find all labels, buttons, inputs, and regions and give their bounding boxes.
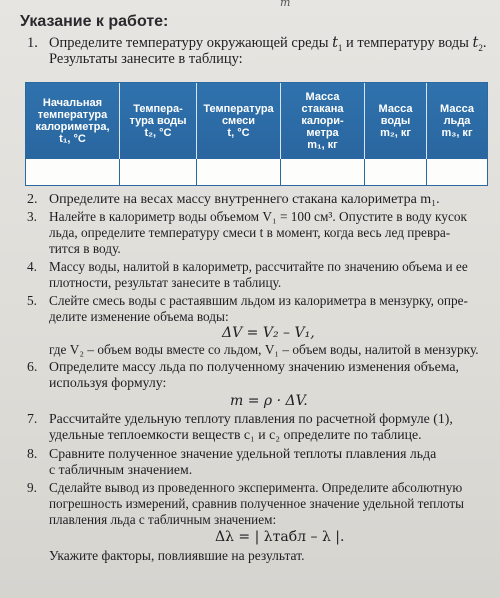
step-9-line-2: погрешность измерений, сравнив полученное значение удельной теплоты <box>49 496 464 511</box>
step-8-line-2: с табличным значением. <box>49 462 193 477</box>
step-1-line-1: 1. Определите температуру окружающей среды $t_1$ и температуру воды $t_2$. <box>27 35 487 53</box>
step-8: 8. Сравните полученное значение удельной теплоты плавления льда <box>27 446 437 461</box>
step-3: 3. Налейте в калориметр воды объемом V₁ = 100 см³. Опустите в воду кусок <box>27 209 467 224</box>
step-1-line-2: Результаты занесите в таблицу: <box>49 51 243 67</box>
table-cell[interactable] <box>281 159 365 186</box>
step-9-final: Укажите факторы, повлиявшие на результат. <box>49 548 305 563</box>
table-header-cell: Масса стакана калори- метра m₁, кг <box>281 83 365 159</box>
step-3-line-3: тится в воду. <box>49 241 121 256</box>
formula-delta-lambda: Δλ = | λтабл – λ |. <box>215 529 345 545</box>
step-4: 4. Массу воды, налитой в калориметр, рассчитайте по значению объема и ее <box>27 259 468 274</box>
step-5-line-2: делите изменение объема воды: <box>49 309 229 324</box>
step-6: 6. Определите массу льда по полученному значению изменения объема, <box>27 359 459 374</box>
step-9-line-3: плавления льда с табличным значением: <box>49 512 277 527</box>
table-header-cell: Температура смеси t, °С <box>197 83 281 159</box>
table-header <box>26 83 487 159</box>
table-row <box>26 159 487 186</box>
table-cell[interactable] <box>427 159 487 186</box>
step-7: 7. Рассчитайте удельную теплоту плавления по расчетной формуле (1), <box>27 411 453 426</box>
table-header-cell: Начальная температура калориметра, t₁, °С <box>26 83 120 159</box>
step-9: 9. Сделайте вывод из проведенного эксперимента. Определите абсолютную <box>27 480 463 495</box>
step-2: 2. Определите на весах массу внутреннего стакана калориметра m₁. <box>27 192 440 207</box>
step-4-line-2: плотности, результат занесите в таблицу. <box>49 275 282 290</box>
step-7-line-2: удельные теплоемкости веществ c₁ и c₂ определите по таблице. <box>49 427 422 442</box>
step-5: 5. Слейте смесь воды с растаявшим льдом из калориметра в мензурку, опре- <box>27 293 468 308</box>
cutoff-text: m <box>280 0 291 9</box>
formula-delta-v: ΔV = V₂ – V₁, <box>222 325 315 341</box>
table-cell[interactable] <box>365 159 427 186</box>
step-6-line-2: используя формулу: <box>49 375 167 390</box>
table-cell[interactable] <box>197 159 281 186</box>
results-table <box>25 82 488 186</box>
step-3-line-2: льда, определите температуру смеси t в момент, когда весь лед превра- <box>49 225 451 240</box>
table-header-cell: Масса воды m₂, кг <box>365 83 427 159</box>
step-5-note: где V₂ – объем воды вместе со льдом, V₁ – объем воды, налитой в мензурку. <box>49 342 479 357</box>
page-heading: Указание к работе: <box>20 13 169 30</box>
table-cell[interactable] <box>120 159 197 186</box>
formula-mass: m = ρ · ΔV. <box>230 393 308 409</box>
table-header-cell: Темпера- тура воды t₂, °С <box>120 83 197 159</box>
table-header-cell: Масса льда m₃, кг <box>440 103 474 139</box>
table-cell[interactable] <box>26 159 120 186</box>
